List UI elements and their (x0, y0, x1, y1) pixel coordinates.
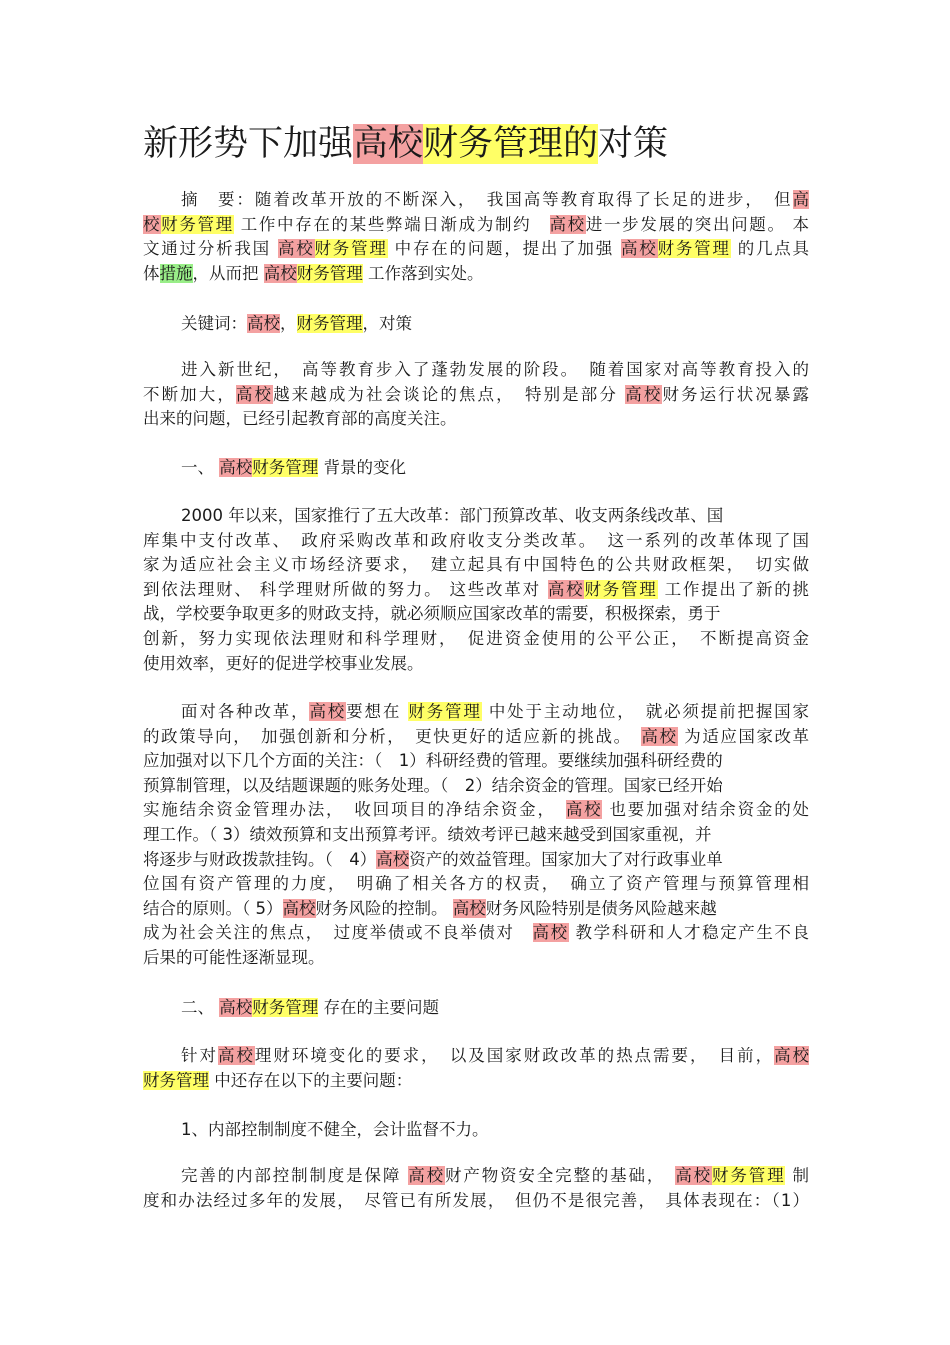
text-line (143, 1118, 809, 1143)
text-segment: 摘 要：随着改革开放的不断深入， 我国高等教育取得了长足的进步， 但 (181, 190, 793, 209)
text-segment: 2000 年以来，国家推行了五大改革：部门预算改革、收支两条线改革、国 (181, 506, 724, 525)
highlight-red: 高校 (452, 898, 486, 918)
highlight-yellow: 财务管理 (314, 239, 388, 259)
text-segment: ，对策 (362, 314, 412, 333)
text-segment: 越来越成为社会谈论的焦点， 特别是部分 (273, 384, 626, 404)
text-line (143, 188, 809, 213)
highlight-yellow: 财务管理 (252, 998, 319, 1017)
highlight-red: 高校 (376, 849, 410, 869)
paragraph (143, 1118, 809, 1143)
text-segment: 体 (143, 263, 160, 283)
highlight-yellow: 财务管理 (584, 579, 658, 599)
highlight-red: 高校 (247, 314, 280, 333)
text-line (143, 456, 809, 481)
highlight-red: 高校 (263, 263, 297, 283)
highlight-yellow: 财务管理 (296, 314, 363, 333)
title-part: 新形势下加强 (143, 124, 354, 164)
highlight-red: 高校 (532, 923, 569, 943)
highlight-red: 高校 (219, 458, 253, 477)
paragraph (143, 700, 809, 971)
text-segment: 背景的变化 (318, 458, 406, 477)
text-line (143, 700, 809, 725)
text-segment: ，从而把 (192, 263, 264, 283)
text-line (143, 237, 809, 262)
text-segment: 财产物资安全完整的基础， (445, 1166, 676, 1185)
highlight-red: 高校 (549, 214, 586, 234)
text-segment: 度和办法经过多年的发展， 尽管已有所发展， 但仍不是很完善， 具体表现在：（1） (143, 1190, 809, 1210)
text-segment: 使用效率，更好的促进学校事业发展。 (143, 653, 424, 673)
text-line (143, 774, 809, 799)
highlight-red: 高校 (277, 239, 315, 259)
paragraph (143, 358, 809, 432)
text-segment: 进一步发展的突出问题。 本 (585, 214, 809, 234)
text-segment: 中处于主动地位， 就必须提前把握国家 (481, 702, 809, 721)
text-segment: ， (280, 314, 297, 333)
highlight-red: 高校 (774, 1046, 809, 1065)
highlight-red: 高校 (282, 898, 316, 918)
text-line (143, 312, 809, 337)
text-line (143, 798, 809, 823)
paragraph (143, 188, 809, 286)
highlight-red: 高校 (217, 1046, 255, 1065)
text-segment: 位国有资产管理的力度， 明确了相关各方的权责， 确立了资产管理与预算管理相 (143, 874, 809, 894)
text-line (143, 1189, 809, 1214)
text-line (143, 383, 809, 408)
highlight-red: 高校 (625, 384, 663, 404)
text-line (143, 749, 809, 774)
text-segment: 为适应国家改革 (677, 726, 809, 746)
text-line (143, 262, 809, 287)
text-line (143, 946, 809, 971)
highlight-yellow: 财务管理 (296, 263, 363, 283)
title-highlight-yellow: 财务管理的 (423, 124, 599, 164)
text-line (143, 652, 809, 677)
highlight-yellow: 财务管理 (143, 1070, 209, 1090)
highlight-yellow: 财务管理 (657, 239, 731, 259)
text-line (143, 848, 809, 873)
text-segment: 创新，努力实现依法理财和科学理财， 促进资金使用的公平公正， 不断提高资金 (143, 628, 809, 648)
text-segment: 存在的主要问题 (318, 998, 439, 1017)
text-segment: 教学科研和人才稳定产生不良 (568, 923, 809, 943)
text-line (143, 504, 809, 529)
text-line (143, 529, 809, 554)
text-segment: 要想在 (346, 702, 409, 721)
paragraph (143, 996, 809, 1021)
text-segment: 将逐步与财政拨款挂钩。（ 4） (143, 849, 377, 869)
text-segment: 出来的问题，已经引起教育部的高度关注。 (143, 409, 457, 429)
text-segment: 财务运行状况暴露 (662, 384, 809, 404)
text-line (143, 1069, 809, 1094)
highlight-yellow: 财务管理 (161, 214, 234, 234)
highlight-red: 校 (143, 214, 162, 234)
text-segment: 二、 (181, 998, 220, 1017)
text-line (143, 921, 809, 946)
text-segment: 结合的原则。（ 5） (143, 898, 283, 918)
text-line (143, 553, 809, 578)
text-segment: 关键词： (181, 314, 247, 333)
text-segment: 也要加强对结余资金的处 (602, 800, 809, 820)
text-segment: 不断加大， (143, 384, 236, 404)
text-segment: 工作中存在的某些弊端日渐成为制约 (233, 214, 550, 234)
text-segment: 针对 (181, 1046, 218, 1065)
text-segment: 文通过分析我国 (143, 239, 278, 259)
text-segment: 的几点具 (730, 239, 809, 259)
text-segment: 财务风险的控制。 (315, 898, 453, 918)
text-segment: 预算制管理，以及结题课题的账务处理。（ 2）结余资金的管理。国家已经开始 (143, 775, 723, 795)
text-segment: 制 (785, 1166, 809, 1185)
highlight-red: 高校 (219, 998, 253, 1017)
paragraph (143, 1164, 809, 1213)
highlight-red: 高校 (565, 800, 603, 820)
highlight-yellow: 财务管理 (408, 702, 482, 721)
text-segment: 1、内部控制制度不健全，会计监督不力。 (181, 1120, 489, 1139)
text-segment: 战，学校要争取更多的财政支持，就必须顺应国家改革的需要，积极探索，勇于 (143, 604, 721, 624)
text-segment: 一、 (181, 458, 220, 477)
highlight-red: 高校 (675, 1166, 713, 1185)
highlight-red: 高 (792, 190, 809, 209)
text-line (143, 1044, 809, 1069)
text-segment: 中存在的问题，提出了加强 (387, 239, 621, 259)
paragraph (143, 312, 809, 337)
highlight-red: 高校 (408, 1166, 445, 1185)
text-segment: 完善的内部控制制度是保障 (181, 1166, 409, 1185)
text-segment: 库集中支付改革、 政府采购改革和政府收支分类改革。 这一系列的改革体现了国 (143, 530, 809, 550)
highlight-red: 高校 (235, 384, 274, 404)
text-line (143, 1164, 809, 1189)
text-segment: 实施结余资金管理办法， 收回项目的净结余资金， (143, 800, 566, 820)
highlight-yellow: 财务管理 (712, 1166, 786, 1185)
text-segment: 工作提出了新的挑 (657, 579, 809, 599)
text-line (143, 213, 809, 238)
title-highlight-red: 高校 (353, 124, 424, 164)
highlight-yellow: 财务管理 (252, 458, 319, 477)
text-segment: 的政策导向， 加强创新和分析， 更快更好的适应新的挑战。 (143, 726, 642, 746)
text-line (143, 578, 809, 603)
paragraph (143, 504, 809, 676)
text-segment: 面对各种改革， (181, 702, 310, 721)
highlight-red: 高校 (309, 702, 347, 721)
text-line (143, 872, 809, 897)
text-segment: 成为社会关注的焦点， 过度举债或不良举债对 (143, 923, 533, 943)
highlight-red: 高校 (547, 579, 585, 599)
text-segment: 财务风险特别是债务风险越来越 (485, 898, 717, 918)
text-line (143, 407, 809, 432)
text-line (143, 602, 809, 627)
text-segment: 进入新世纪， 高等教育步入了蓬勃发展的阶段。 随着国家对高等教育投入的 (181, 360, 809, 379)
text-line (143, 627, 809, 652)
text-line (143, 358, 809, 383)
text-segment: 理工作。（ 3）绩效预算和支出预算考评。绩效考评已越来越受到国家重视，并 (143, 824, 712, 844)
text-segment: 工作落到实处。 (362, 263, 484, 283)
text-segment: 中还存在以下的主要问题： (209, 1070, 413, 1090)
highlight-red: 高校 (621, 239, 658, 259)
text-segment: 应加强对以下几个方面的关注：（ 1）科研经费的管理。要继续加强科研经费的 (143, 751, 723, 771)
text-segment: 理财环境变化的要求， 以及国家财政改革的热点需要， 目前， (254, 1046, 775, 1065)
paragraph (143, 1044, 809, 1093)
text-segment: 资产的效益管理。国家加大了对行政事业单 (409, 849, 723, 869)
paragraph (143, 456, 809, 481)
text-line (143, 823, 809, 848)
text-segment: 到依法理财、 科学理财所做的努力。 这些改革对 (143, 579, 548, 599)
text-line (143, 996, 809, 1021)
title-part: 对策 (598, 124, 669, 164)
text-segment: 家为适应社会主义市场经济要求， 建立起具有中国特色的公共财政框架， 切实做 (143, 555, 809, 575)
highlight-green: 措施 (159, 263, 193, 283)
highlight-red: 高校 (641, 726, 678, 746)
text-segment: 后果的可能性逐渐显现。 (143, 947, 325, 967)
text-line (143, 897, 809, 922)
document-title (143, 120, 668, 168)
text-line (143, 725, 809, 750)
